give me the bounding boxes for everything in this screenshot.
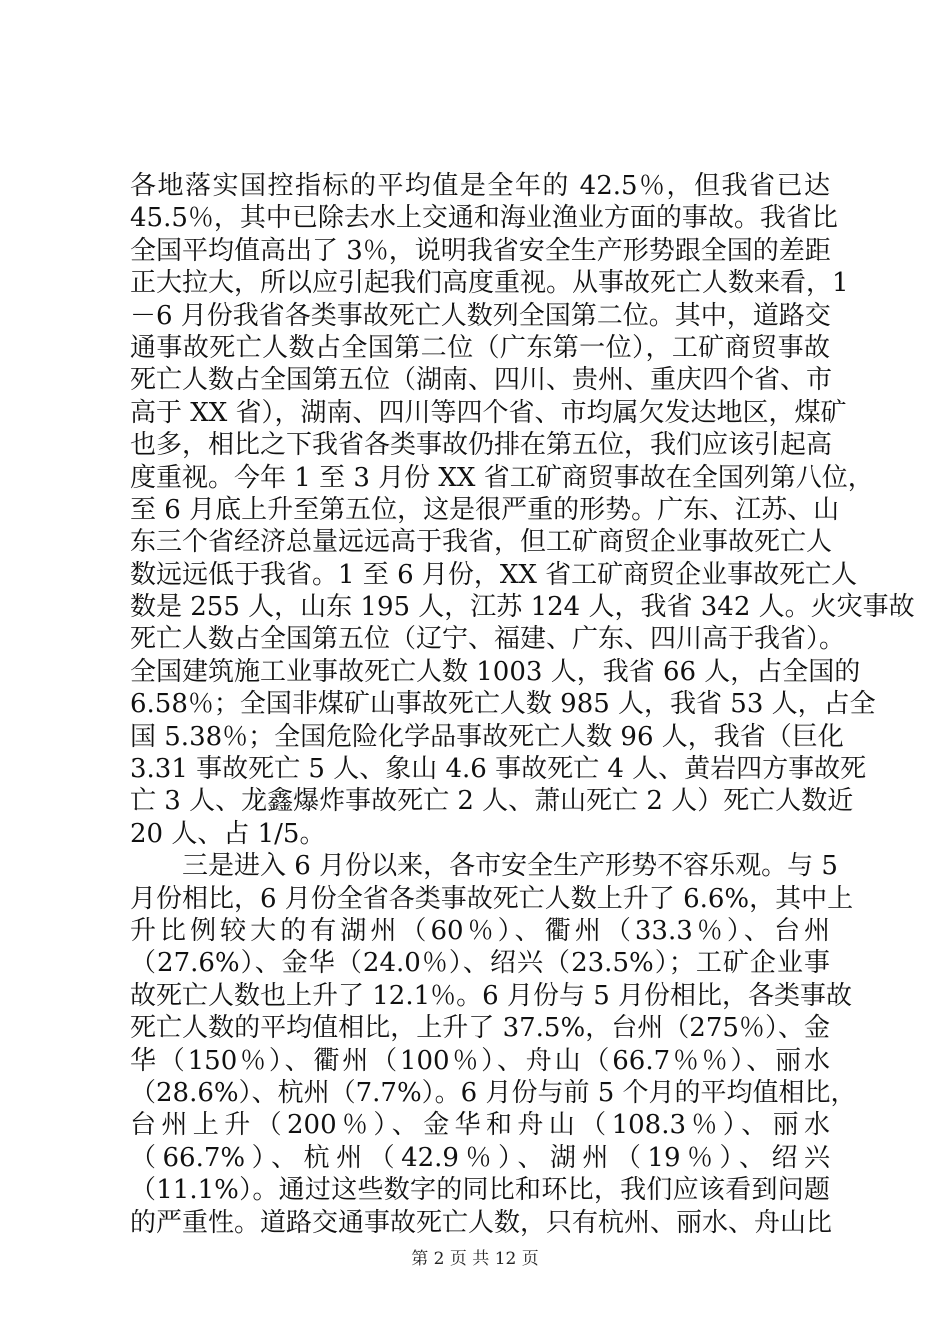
text-line: 20 人、占 1/5。 — [130, 818, 326, 849]
text-line: 至 6 月底上升至第五位，这是很严重的形势。广东、江苏、山 — [130, 494, 840, 525]
text-line: 高于 XX 省），湖南、四川等四个省、市均属欠发达地区，煤矿 — [130, 397, 847, 428]
text-line: （28.6%）、杭州（7.7%）。6 月份与前 5 个月的平均值相比， — [130, 1077, 857, 1108]
text-line: 数是 255 人，山东 195 人，江苏 124 人，我省 342 人。火灾事故 — [130, 592, 915, 623]
text-line: （66.7%）、杭州（42.9％）、湖州（19％）、绍兴 — [130, 1142, 830, 1173]
text-line: 月份相比，6 月份全省各类事故死亡人数上升了 6.6%，其中上 — [130, 883, 854, 914]
text-line: 东三个省经济总量远远高于我省，但工矿商贸企业事故死亡人 — [130, 527, 833, 558]
text-line: 的严重性。道路交通事故死亡人数，只有杭州、丽水、舟山比 — [130, 1207, 833, 1238]
text-line: （11.1%）。通过这些数字的同比和环比，我们应该看到问题 — [130, 1175, 830, 1206]
text-line: （27.6%）、金华（24.0％）、绍兴（23.5%）；工矿企业事 — [130, 948, 830, 979]
text-line: 故死亡人数也上升了 12.1％。6 月份与 5 月份相比，各类事故 — [130, 980, 853, 1011]
text-line: 通事故死亡人数占全国第二位（广东第一位），工矿商贸事故 — [130, 332, 830, 363]
text-line: 国 5.38％；全国危险化学品事故死亡人数 96 人，我省（巨化 — [130, 721, 844, 752]
body-text — [130, 170, 915, 1239]
text-line: 华（150％）、衢州（100％）、舟山（66.7％％）、丽水 — [130, 1045, 830, 1076]
text-line: 亡 3 人、龙鑫爆炸事故死亡 2 人、萧山死亡 2 人）死亡人数近 — [130, 786, 854, 817]
text-line: 死亡人数占全国第五位（辽宁、福建、广东、四川高于我省）。 — [130, 624, 846, 655]
paragraph-start-line: 三是进入 6 月份以来，各市安全生产形势不容乐观。与 5 — [182, 851, 838, 882]
text-line: 度重视。今年 1 至 3 月份 XX 省工矿商贸事故在全国列第八位， — [130, 462, 874, 493]
text-line: 台州上升（200％）、金华和舟山（108.3％）、丽水 — [130, 1110, 830, 1141]
text-line: 各地落实国控指标的平均值是全年的 42.5％，但我省已达 — [130, 171, 830, 201]
text-line: －6 月份我省各类事故死亡人数列全国第二位。其中，道路交 — [130, 300, 831, 331]
text-line: 6.58％；全国非煤矿山事故死亡人数 985 人，我省 53 人，占全 — [130, 689, 876, 720]
page-footer: 第 2 页 共 12 页 — [411, 1249, 539, 1269]
text-line: 45.5％，其中已除去水上交通和海业渔业方面的事故。我省比 — [130, 203, 838, 234]
text-line: 全国建筑施工业事故死亡人数 1003 人，我省 66 人，占全国的 — [130, 656, 861, 687]
text-line: 正大拉大，所以应引起我们高度重视。从事故死亡人数来看，1 — [130, 268, 849, 299]
text-line: 全国平均值高出了 3％，说明我省安全生产形势跟全国的差距 — [130, 235, 831, 266]
text-line: 死亡人数占全国第五位（湖南、四川、贵州、重庆四个省、市 — [130, 365, 833, 396]
text-line: 死亡人数的平均值相比，上升了 37.5%，台州（275％）、金 — [130, 1013, 830, 1044]
text-line: 数远远低于我省。1 至 6 月份，XX 省工矿商贸企业事故死亡人 — [130, 559, 858, 590]
text-line: 3.31 事故死亡 5 人、象山 4.6 事故死亡 4 人、黄岩四方事故死 — [130, 754, 867, 785]
text-line: 也多，相比之下我省各类事故仍排在第五位，我们应该引起高 — [130, 430, 833, 461]
text-line: 升比例较大的有湖州（60％）、衢州（33.3％）、台州 — [130, 915, 830, 946]
